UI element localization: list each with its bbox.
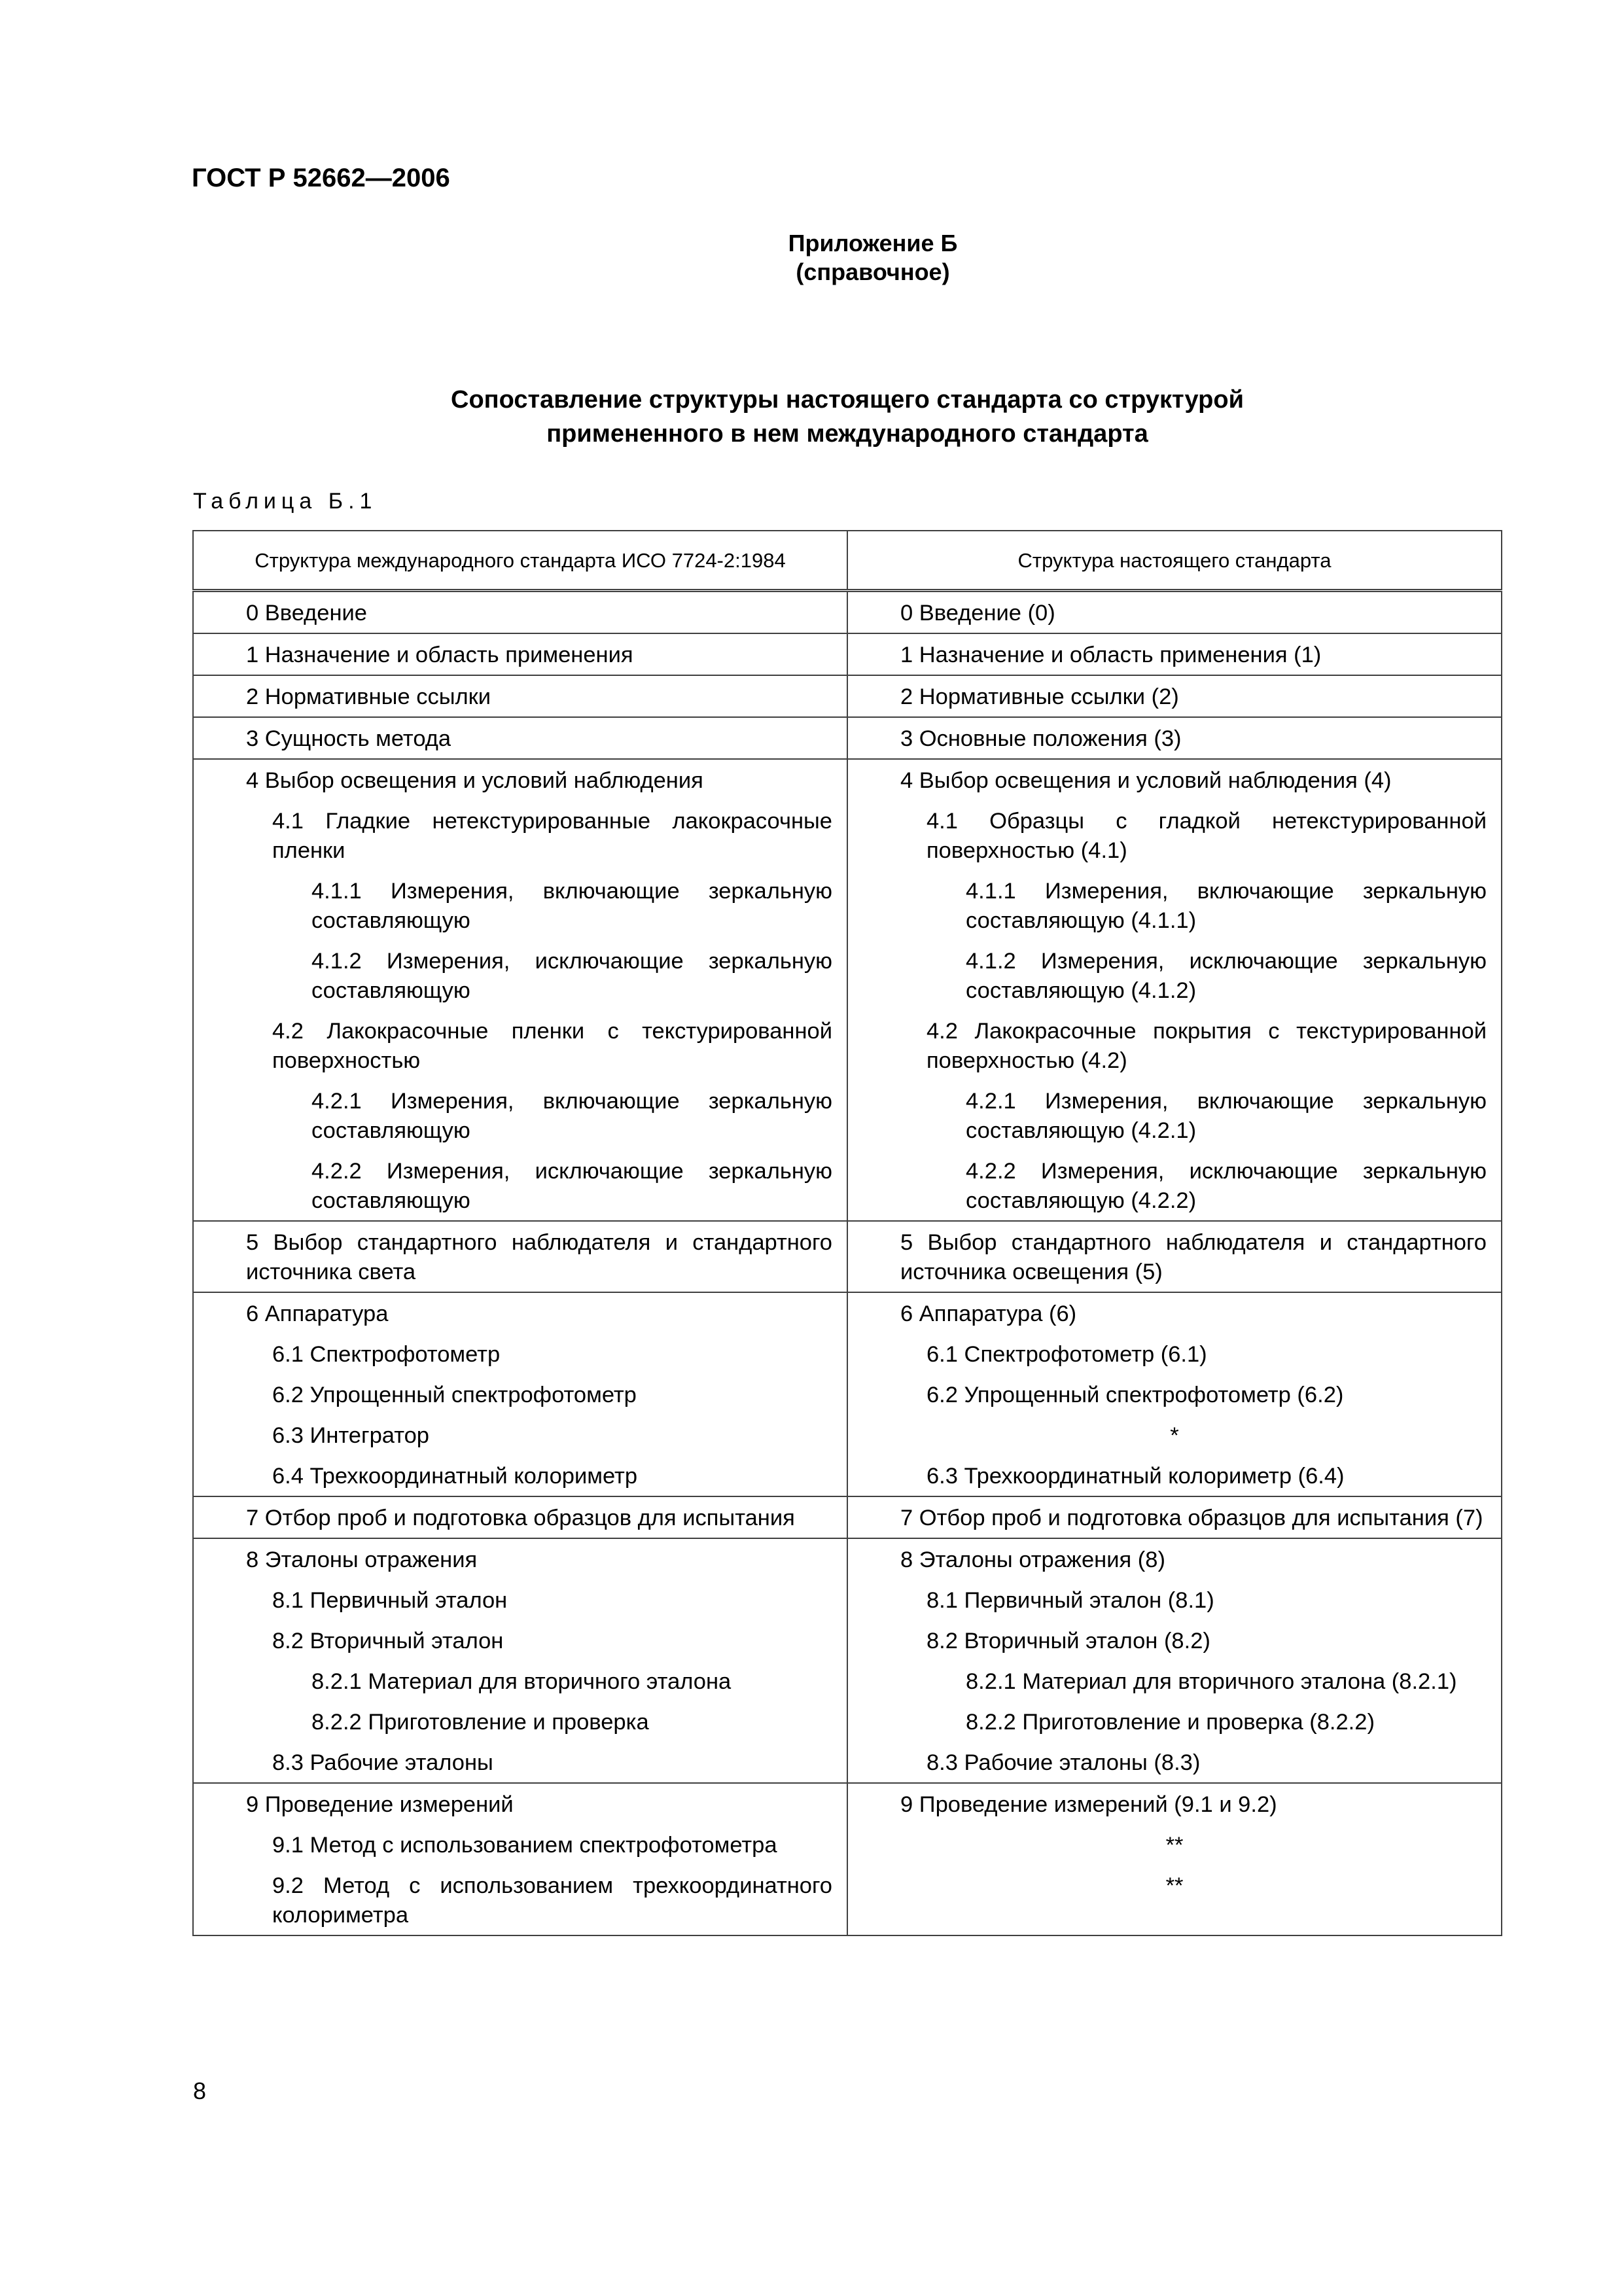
iso-structure-cell: [193, 1150, 847, 1221]
current-structure-cell: [847, 1455, 1502, 1496]
iso-structure-text: 4.1.1 Измерения, включающие зеркальную составляющую: [311, 879, 832, 933]
current-structure-cell: [847, 1010, 1502, 1080]
iso-structure-text: 6.1 Спектрофотометр: [272, 1342, 501, 1367]
current-structure-text: 3 Основные положения (3): [900, 726, 1182, 751]
iso-structure-text: 8.1 Первичный эталон: [272, 1588, 508, 1613]
iso-structure-cell: [193, 870, 847, 940]
current-structure-cell: [847, 1580, 1502, 1620]
iso-structure-text: 9 Проведение измерений: [246, 1792, 514, 1817]
table-row: [193, 1221, 1502, 1292]
iso-structure-text: 1 Назначение и область применения: [246, 643, 633, 667]
iso-structure-cell: [193, 1620, 847, 1661]
table-row: [193, 1824, 1502, 1865]
current-structure-cell: [847, 1221, 1502, 1292]
iso-structure-cell: [193, 1455, 847, 1496]
table-row: [193, 940, 1502, 1010]
table-body: [193, 591, 1502, 1936]
table-label: Таблица Б.1: [193, 489, 378, 514]
table-row: [193, 1150, 1502, 1221]
current-structure-text: 4.1.1 Измерения, включающие зеркальную составляющую (4.1.1): [966, 879, 1487, 933]
table-row: [193, 1701, 1502, 1742]
page-number: 8: [193, 2077, 207, 2104]
table-row: [193, 1010, 1502, 1080]
current-structure-text: 8.3 Рабочие эталоны (8.3): [927, 1750, 1201, 1775]
current-structure-cell: [847, 633, 1502, 675]
current-structure-text: 2 Нормативные ссылки (2): [900, 684, 1179, 709]
iso-structure-cell: [193, 759, 847, 800]
current-structure-text: 4.2 Лакокрасочные покрытия с текстурированной поверхностью (4.2): [927, 1019, 1487, 1073]
iso-structure-cell: [193, 591, 847, 634]
iso-structure-cell: [193, 800, 847, 870]
page-title-line-2: примененного в нем международного стандарта: [546, 420, 1148, 448]
current-structure-cell: [847, 940, 1502, 1010]
table-row: [193, 591, 1502, 634]
current-structure-cell: [847, 675, 1502, 717]
iso-structure-text: 4 Выбор освещения и условий наблюдения: [246, 768, 703, 793]
table-row: [193, 1292, 1502, 1333]
iso-structure-text: 2 Нормативные ссылки: [246, 684, 491, 709]
table-row: [193, 759, 1502, 800]
current-structure-text: 6.2 Упрощенный спектрофотометр (6.2): [927, 1383, 1344, 1407]
current-structure-cell: [847, 1496, 1502, 1538]
current-structure-cell: [847, 1701, 1502, 1742]
table-row: [193, 675, 1502, 717]
current-structure-cell: [847, 1865, 1502, 1935]
table-row: [193, 870, 1502, 940]
iso-structure-cell: [193, 1824, 847, 1865]
current-structure-cell: [847, 1150, 1502, 1221]
current-structure-cell: [847, 1415, 1502, 1455]
current-structure-cell: [847, 1824, 1502, 1865]
table-row: [193, 1333, 1502, 1374]
iso-structure-cell: [193, 1496, 847, 1538]
appendix-heading: [716, 229, 1030, 287]
current-structure-text: 4.1 Образцы с гладкой нетекстурированной поверхностью (4.1): [927, 809, 1487, 863]
current-structure-cell: [847, 1292, 1502, 1333]
current-structure-cell: [847, 800, 1502, 870]
current-structure-text: 4.1.2 Измерения, исключающие зеркальную составляющую (4.1.2): [966, 949, 1487, 1003]
iso-structure-text: 9.2 Метод с использованием трехкоординатного колориметра: [272, 1873, 832, 1928]
iso-structure-text: 8.2.1 Материал для вторичного эталона: [311, 1669, 732, 1694]
table-row: [193, 800, 1502, 870]
iso-structure-cell: [193, 1221, 847, 1292]
table-row: [193, 1415, 1502, 1455]
current-structure-cell: [847, 717, 1502, 759]
iso-structure-cell: [193, 940, 847, 1010]
iso-structure-text: 8 Эталоны отражения: [246, 1547, 478, 1572]
iso-structure-text: 6.4 Трехкоординатный колориметр: [272, 1464, 638, 1489]
current-structure-cell: [847, 1538, 1502, 1580]
table-row: [193, 1496, 1502, 1538]
current-structure-cell: [847, 591, 1502, 634]
iso-structure-cell: [193, 1415, 847, 1455]
current-structure-text: 4 Выбор освещения и условий наблюдения (4): [900, 768, 1392, 793]
appendix-type: (справочное): [796, 258, 950, 285]
iso-structure-text: 6 Аппаратура: [246, 1301, 389, 1326]
table-row: [193, 1580, 1502, 1620]
appendix-label: Приложение Б: [788, 230, 958, 256]
current-structure-cell: [847, 1080, 1502, 1150]
iso-structure-text: 9.1 Метод с использованием спектрофотометра: [272, 1833, 777, 1858]
iso-structure-text: 4.1.2 Измерения, исключающие зеркальную составляющую: [311, 949, 832, 1003]
iso-structure-text: 8.2.2 Приготовление и проверка: [311, 1710, 649, 1735]
iso-structure-cell: [193, 1080, 847, 1150]
iso-structure-cell: [193, 1333, 847, 1374]
current-structure-text: 8.2.1 Материал для вторичного эталона (8.2.1): [966, 1669, 1457, 1694]
current-structure-text: 6.3 Трехкоординатный колориметр (6.4): [927, 1464, 1345, 1489]
table-row: [193, 1374, 1502, 1415]
table-row: [193, 633, 1502, 675]
table-row: [193, 1742, 1502, 1783]
current-structure-cell: [847, 1742, 1502, 1783]
current-structure-text: 8.2 Вторичный эталон (8.2): [927, 1629, 1210, 1653]
iso-structure-cell: [193, 1292, 847, 1333]
iso-structure-text: 7 Отбор проб и подготовка образцов для испытания: [246, 1506, 795, 1530]
omitted-marker: *: [1170, 1423, 1179, 1448]
current-structure-text: 8 Эталоны отражения (8): [900, 1547, 1165, 1572]
table-row: [193, 1080, 1502, 1150]
iso-structure-text: 6.2 Упрощенный спектрофотометр: [272, 1383, 637, 1407]
iso-structure-cell: [193, 1701, 847, 1742]
page-title-line-1: Сопоставление структуры настоящего стандарта со структурой: [451, 386, 1244, 414]
iso-structure-text: 4.1 Гладкие нетекстурированные лакокрасочные пленки: [272, 809, 832, 863]
current-structure-text: 6 Аппаратура (6): [900, 1301, 1077, 1326]
iso-structure-cell: [193, 1783, 847, 1824]
table-row: [193, 1865, 1502, 1935]
comparison-table: [192, 530, 1502, 1936]
iso-structure-text: 5 Выбор стандартного наблюдателя и стандартного источника света: [246, 1230, 832, 1284]
current-structure-cell: [847, 759, 1502, 800]
current-structure-text: 4.2.2 Измерения, исключающие зеркальную составляющую (4.2.2): [966, 1159, 1487, 1213]
table-row: [193, 1661, 1502, 1701]
table-row: [193, 1783, 1502, 1824]
current-structure-text: 1 Назначение и область применения (1): [900, 643, 1322, 667]
iso-structure-text: 4.2.1 Измерения, включающие зеркальную составляющую: [311, 1089, 832, 1143]
current-structure-text: 6.1 Спектрофотометр (6.1): [927, 1342, 1207, 1367]
page-title: [262, 383, 1433, 451]
current-structure-cell: [847, 1333, 1502, 1374]
iso-structure-text: 6.3 Интегратор: [272, 1423, 429, 1448]
column-header-current: Структура настоящего стандарта: [847, 531, 1502, 591]
current-structure-cell: [847, 1661, 1502, 1701]
current-structure-cell: [847, 1783, 1502, 1824]
iso-structure-cell: [193, 1580, 847, 1620]
table-row: [193, 1620, 1502, 1661]
iso-structure-cell: [193, 633, 847, 675]
iso-structure-text: 8.2 Вторичный эталон: [272, 1629, 504, 1653]
iso-structure-cell: [193, 675, 847, 717]
current-structure-text: 5 Выбор стандартного наблюдателя и стандартного источника освещения (5): [900, 1230, 1487, 1284]
table-header-row: [193, 531, 1502, 591]
iso-structure-cell: [193, 1742, 847, 1783]
table-row: [193, 1455, 1502, 1496]
iso-structure-cell: [193, 717, 847, 759]
table-row: [193, 1538, 1502, 1580]
iso-structure-cell: [193, 1538, 847, 1580]
iso-structure-cell: [193, 1661, 847, 1701]
iso-structure-cell: [193, 1374, 847, 1415]
current-structure-text: 8.1 Первичный эталон (8.1): [927, 1588, 1214, 1613]
omitted-marker: **: [1165, 1833, 1184, 1858]
iso-structure-text: 0 Введение: [246, 601, 367, 626]
iso-structure-cell: [193, 1010, 847, 1080]
doc-code: ГОСТ Р 52662—2006: [192, 164, 450, 192]
iso-structure-text: 3 Сущность метода: [246, 726, 451, 751]
iso-structure-text: 4.2.2 Измерения, исключающие зеркальную составляющую: [311, 1159, 832, 1213]
current-structure-cell: [847, 1620, 1502, 1661]
current-structure-text: 4.2.1 Измерения, включающие зеркальную составляющую (4.2.1): [966, 1089, 1487, 1143]
iso-structure-cell: [193, 1865, 847, 1935]
current-structure-text: 9 Проведение измерений (9.1 и 9.2): [900, 1792, 1277, 1817]
current-structure-text: 8.2.2 Приготовление и проверка (8.2.2): [966, 1710, 1375, 1735]
current-structure-cell: [847, 870, 1502, 940]
column-header-iso: Структура международного стандарта ИСО 7724-2:1984: [193, 531, 847, 591]
current-structure-text: 7 Отбор проб и подготовка образцов для испытания (7): [900, 1506, 1483, 1530]
omitted-marker: **: [1165, 1873, 1184, 1898]
current-structure-cell: [847, 1374, 1502, 1415]
current-structure-text: 0 Введение (0): [900, 601, 1055, 626]
table-row: [193, 717, 1502, 759]
iso-structure-text: 8.3 Рабочие эталоны: [272, 1750, 493, 1775]
iso-structure-text: 4.2 Лакокрасочные пленки с текстурированной поверхностью: [272, 1019, 832, 1073]
